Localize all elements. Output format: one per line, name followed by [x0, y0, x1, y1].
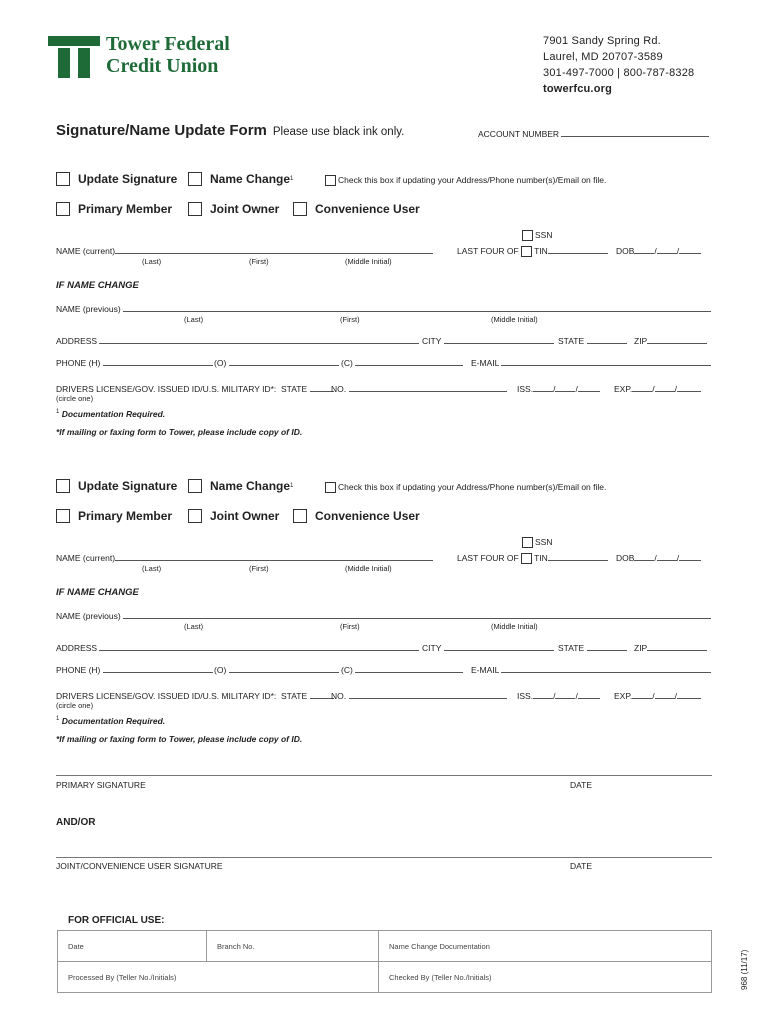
official-date-cell[interactable]: Date — [58, 931, 207, 962]
middle-initial-label: (Middle Initial) — [345, 257, 392, 266]
zip-field[interactable]: ZIP — [634, 642, 707, 653]
update-signature-option[interactable]: Update Signature — [56, 479, 177, 493]
last-label: (Last) — [184, 622, 204, 631]
official-checked-by-cell[interactable]: Checked By (Teller No./Initials) — [379, 962, 712, 993]
joint-owner-option[interactable]: Joint Owner — [188, 509, 279, 523]
if-name-change-heading: IF NAME CHANGE — [56, 280, 139, 291]
email-field[interactable]: E-MAIL — [471, 664, 711, 675]
mailing-note: *If mailing or faxing form to Tower, please include copy of ID. — [56, 427, 303, 437]
official-branch-cell[interactable]: Branch No. — [207, 931, 379, 962]
joint-owner-option[interactable]: Joint Owner — [188, 202, 279, 216]
issue-date-field[interactable]: ISS. / / — [517, 690, 600, 701]
phone-cell-field[interactable]: (C) — [341, 357, 463, 368]
phone-home-field[interactable]: PHONE (H) — [56, 664, 213, 675]
name-change-option[interactable]: Name Change 1 — [188, 172, 293, 186]
checkbox[interactable] — [325, 175, 336, 186]
phone-office-field[interactable]: (O) — [214, 664, 339, 675]
convenience-user-option[interactable]: Convenience User — [293, 509, 420, 523]
name-current-field[interactable]: NAME (current) — [56, 245, 433, 256]
first-label: (First) — [340, 622, 360, 631]
first-label: (First) — [340, 315, 360, 324]
name-previous-field[interactable]: NAME (previous) — [56, 610, 711, 621]
email-field[interactable]: E-MAIL — [471, 357, 711, 368]
circle-one-note: (circle one) — [56, 394, 94, 403]
checkbox[interactable] — [325, 482, 336, 493]
middle-initial-label: (Middle Initial) — [491, 315, 538, 324]
official-processed-by-cell[interactable]: Processed By (Teller No./Initials) — [58, 962, 379, 993]
checkbox[interactable] — [293, 202, 307, 216]
website: towerfcu.org — [543, 83, 613, 95]
zip-field[interactable]: ZIP — [634, 335, 707, 346]
phone-numbers: 301-497-7000 | 800-787-8328 — [543, 67, 695, 79]
official-use-table — [57, 930, 712, 993]
form-title: Signature/Name Update Form Please use black ink only. — [56, 122, 405, 139]
checkbox[interactable] — [521, 553, 532, 564]
documentation-required-note: $^1$ Documentation Required. — [56, 716, 166, 726]
mailing-note: *If mailing or faxing form to Tower, please include copy of ID. — [56, 734, 303, 744]
checkbox[interactable] — [521, 246, 532, 257]
checkbox[interactable] — [522, 230, 533, 241]
documentation-required-note: $^1$ Documentation Required. — [56, 409, 166, 419]
phone-office-field[interactable]: (O) — [214, 357, 339, 368]
circle-one-note: (circle one) — [56, 701, 94, 710]
checkbox[interactable] — [56, 479, 70, 493]
middle-initial-label: (Middle Initial) — [491, 622, 538, 631]
address-field[interactable]: ADDRESS — [56, 642, 419, 653]
city-field[interactable]: CITY — [422, 335, 554, 346]
name-change-option[interactable]: Name Change 1 — [188, 479, 293, 493]
checkbox[interactable] — [56, 202, 70, 216]
primary-signature-label: PRIMARY SIGNATURE — [56, 780, 146, 790]
ssn-option[interactable]: SSN — [522, 537, 552, 548]
ssn-option[interactable]: SSN — [522, 230, 552, 241]
logo-text: Tower Federal Credit Union — [106, 33, 230, 77]
joint-signature-line[interactable] — [56, 857, 712, 858]
dob-field[interactable]: DOB / / — [616, 552, 701, 563]
checkbox[interactable] — [188, 202, 202, 216]
license-number-field[interactable]: NO. — [331, 690, 507, 701]
official-name-change-doc-cell[interactable]: Name Change Documentation — [379, 931, 712, 962]
street-address: 7901 Sandy Spring Rd. — [543, 35, 661, 47]
checkbox[interactable] — [293, 509, 307, 523]
last-label: (Last) — [184, 315, 204, 324]
name-current-field[interactable]: NAME (current) — [56, 552, 433, 563]
checkbox[interactable] — [188, 479, 202, 493]
form-code: 968 (11/17) — [740, 949, 749, 990]
phone-home-field[interactable]: PHONE (H) — [56, 357, 213, 368]
expiration-date-field[interactable]: EXP. / / — [614, 690, 701, 701]
update-signature-option[interactable]: Update Signature — [56, 172, 177, 186]
license-field[interactable]: DRIVERS LICENSE/GOV. ISSUED ID/U.S. MILITARY ID*: STATE — [56, 383, 334, 394]
dob-field[interactable]: DOB / / — [616, 245, 701, 256]
address-update-option[interactable]: Check this box if updating your Address/Phone number(s)/Email on file. — [325, 482, 606, 493]
and-or-label: AND/OR — [56, 817, 96, 828]
ink-instruction: Please use black ink only. — [272, 126, 405, 138]
joint-date-label: DATE — [570, 861, 593, 871]
name-previous-field[interactable]: NAME (previous) — [56, 303, 711, 314]
checkbox[interactable] — [522, 537, 533, 548]
middle-initial-label: (Middle Initial) — [345, 564, 392, 573]
checkbox[interactable] — [188, 172, 202, 186]
license-number-field[interactable]: NO. — [331, 383, 507, 394]
address-field[interactable]: ADDRESS — [56, 335, 419, 346]
primary-member-option[interactable]: Primary Member — [56, 202, 172, 216]
address-update-option[interactable]: Check this box if updating your Address/Phone number(s)/Email on file. — [325, 175, 606, 186]
city-state: Laurel, MD 20707-3589 — [543, 51, 663, 63]
official-use-heading: FOR OFFICIAL USE: — [68, 915, 165, 926]
joint-signature-label: JOINT/CONVENIENCE USER SIGNATURE — [56, 861, 223, 871]
state-field[interactable]: STATE — [558, 335, 627, 346]
phone-cell-field[interactable]: (C) — [341, 664, 463, 675]
checkbox[interactable] — [56, 172, 70, 186]
if-name-change-heading: IF NAME CHANGE — [56, 587, 139, 598]
state-field[interactable]: STATE — [558, 642, 627, 653]
last-label: (Last) — [142, 564, 162, 573]
first-label: (First) — [249, 257, 269, 266]
first-label: (First) — [249, 564, 269, 573]
expiration-date-field[interactable]: EXP. / / — [614, 383, 701, 394]
checkbox[interactable] — [188, 509, 202, 523]
convenience-user-option[interactable]: Convenience User — [293, 202, 420, 216]
checkbox[interactable] — [56, 509, 70, 523]
credit-union-address — [543, 33, 694, 97]
last-label: (Last) — [142, 257, 162, 266]
city-field[interactable]: CITY — [422, 642, 554, 653]
tower-logo-icon — [48, 36, 100, 78]
primary-date-label: DATE — [570, 780, 593, 790]
license-field[interactable]: DRIVERS LICENSE/GOV. ISSUED ID/U.S. MILITARY ID*: STATE — [56, 690, 334, 701]
last-four-field[interactable]: LAST FOUR OF TIN — [457, 552, 608, 564]
account-number-field[interactable]: ACCOUNT NUMBER — [478, 128, 709, 139]
issue-date-field[interactable]: ISS. / / — [517, 383, 600, 394]
primary-member-option[interactable]: Primary Member — [56, 509, 172, 523]
last-four-field[interactable]: LAST FOUR OF TIN — [457, 245, 608, 257]
primary-signature-line[interactable] — [56, 775, 712, 776]
